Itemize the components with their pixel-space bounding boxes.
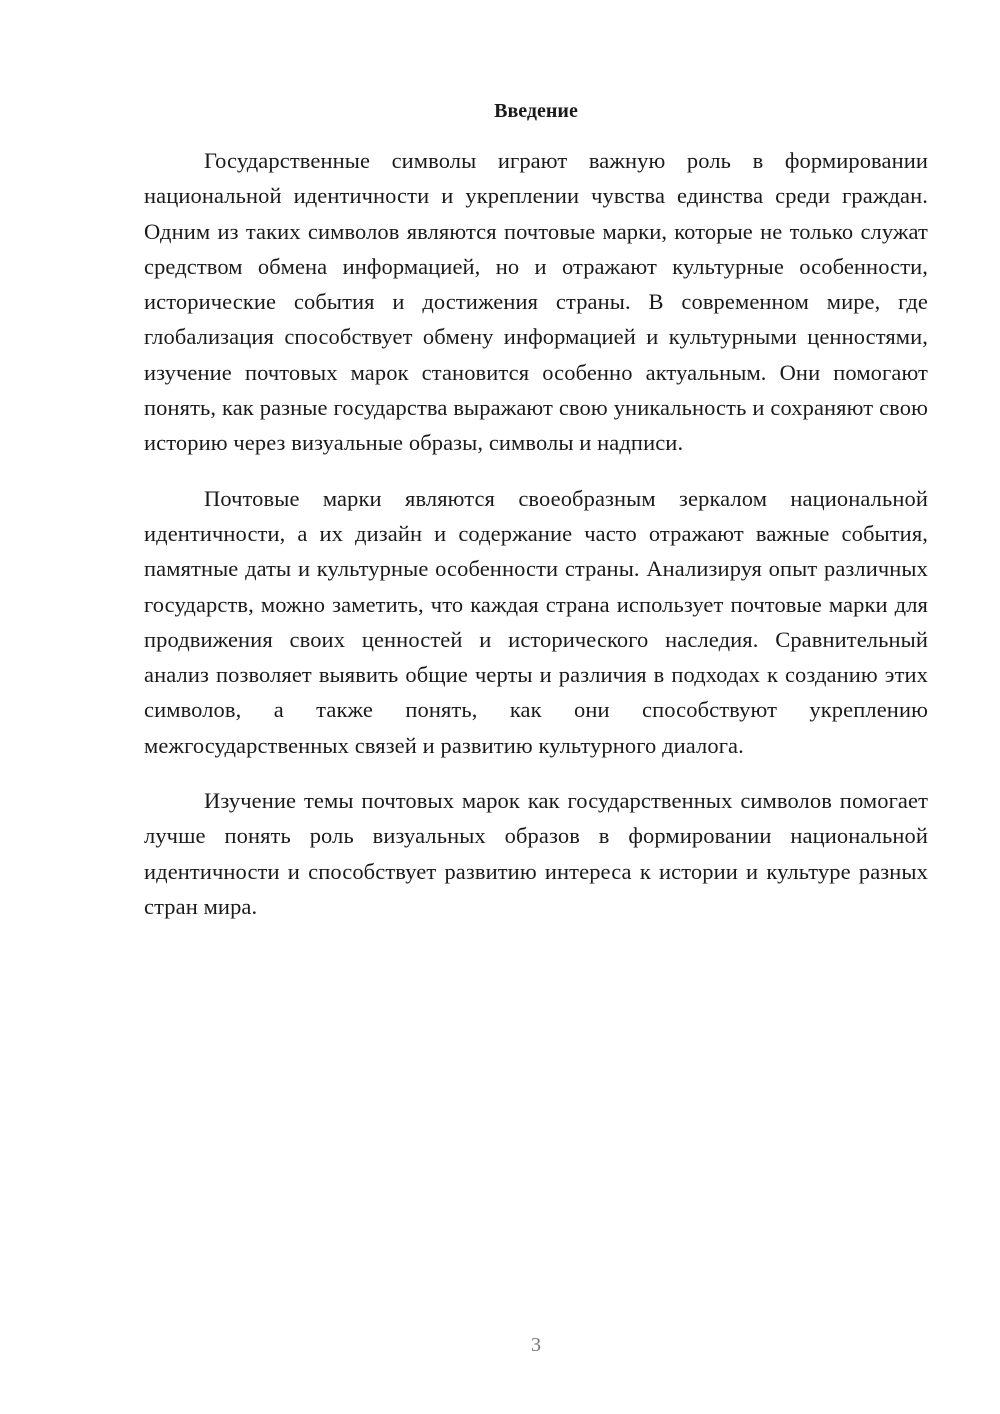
page-number: 3 (531, 1334, 541, 1356)
paragraph-3: Изучение темы почтовых марок как государственных символов помогает лучше понять роль визуальных образов в формировании национальной идентичности и способствует развитию интереса к истории и культуре разных стран мира. (144, 788, 928, 919)
paragraph-2: Почтовые марки являются своеобразным зеркалом национальной идентичности, а их дизайн и содержание часто отражают важные события, памятные даты и культурные особенности страны. Анализируя опыт различных государств, можно заметить, что каждая страна использует почтовые марки для продвижения своих ценностей и исторического наследия. Сравнительный анализ позволяет выявить общие черты и различия в подходах к созданию этих символов, а также понять, как они способствуют укреплению межгосударственных связей и развитию культурного диалога. (144, 485, 928, 758)
body-text (144, 143, 928, 944)
section-heading: Введение (494, 100, 578, 122)
paragraph-1: Государственные символы играют важную роль в формировании национальной идентичности и укреплении чувства единства среди граждан. Одним из таких символов являются почтовые марки, которые не только служат средством обмена информацией, но и отражают культурные особенности, исторические события и достижения страны. В современном мире, где глобализация способствует обмену информацией и культурными ценностями, изучение почтовых марок становится особенно актуальным. Они помогают понять, как разные государства выражают свою уникальность и сохраняют свою историю через визуальные образы, символы и надписи. (144, 148, 928, 456)
